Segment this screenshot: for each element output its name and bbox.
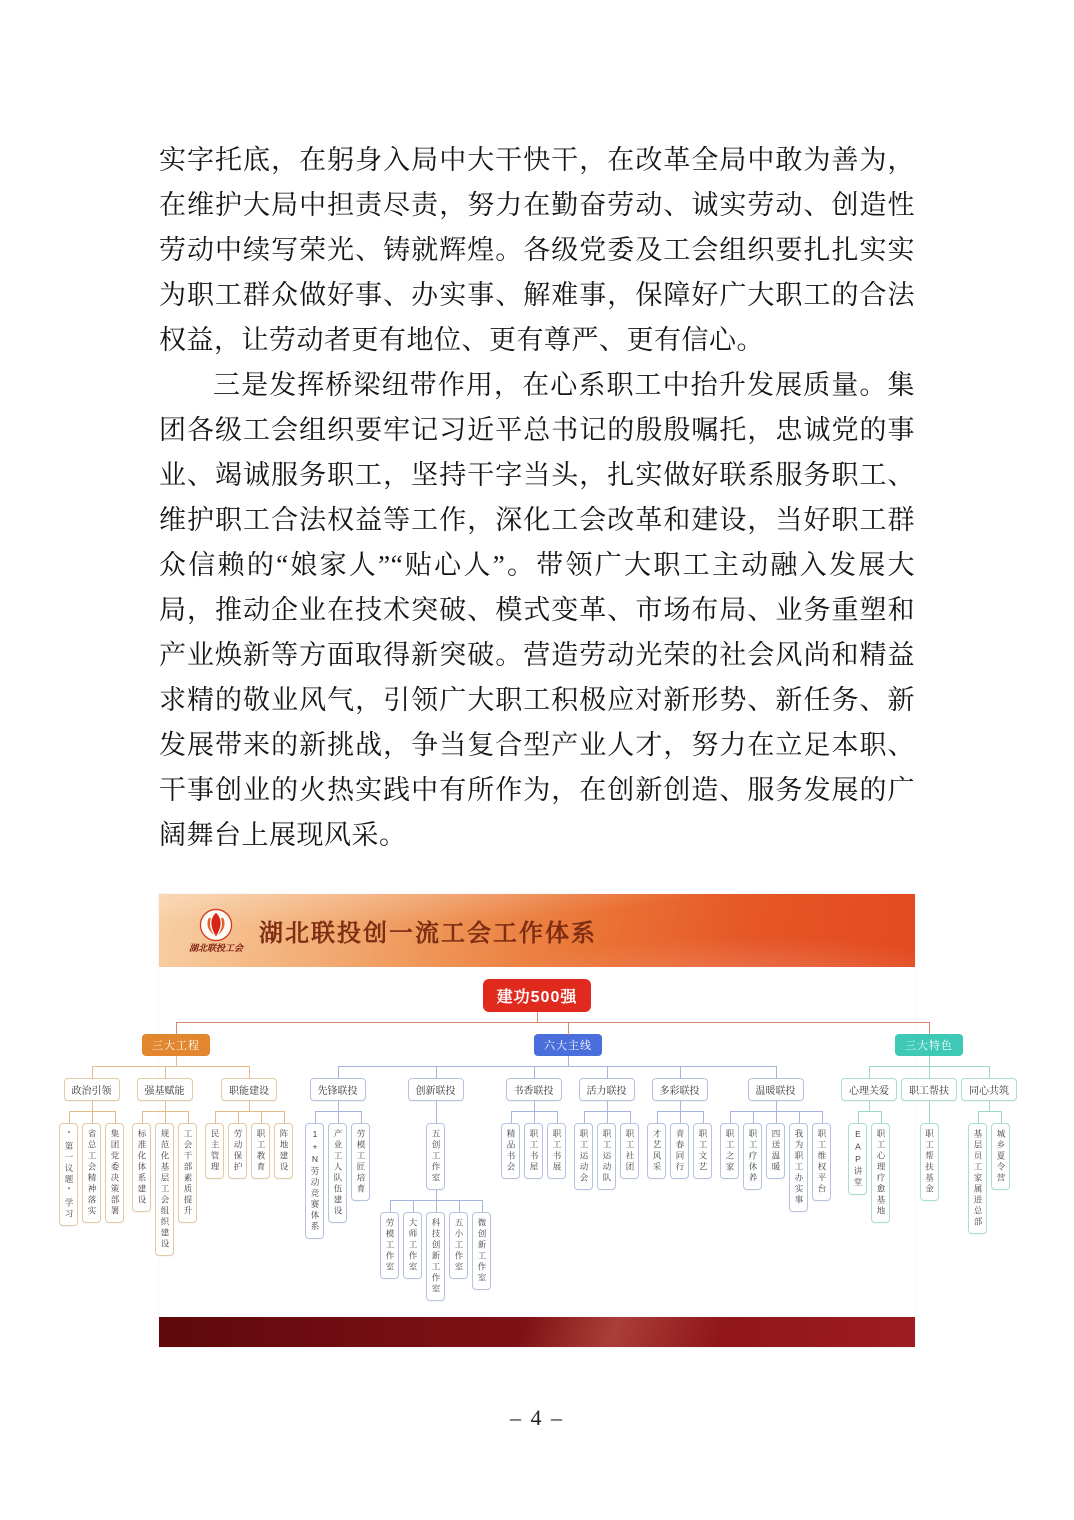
org-chart-area — [64, 967, 1009, 1317]
org-branch — [226, 1111, 249, 1179]
org-node-box: 书香联投 — [506, 1078, 562, 1101]
org-branch — [718, 1111, 741, 1179]
org-node-leaf: 五小工作室 — [449, 1212, 468, 1279]
org-node-leaf: 四送温暖 — [766, 1123, 785, 1179]
org-node-box: 多彩联投 — [652, 1078, 708, 1101]
org-branch — [716, 1066, 835, 1212]
diagram-title: 湖北联投创一流工会工作体系 — [259, 920, 598, 947]
org-node-leaf: 大师工作室 — [403, 1212, 422, 1279]
org-node-leaf: 青春同行 — [670, 1123, 689, 1179]
org-node-leaf: 规范化基层工会组织建设 — [155, 1123, 174, 1256]
org-branch — [376, 1111, 495, 1301]
org-branch — [691, 1111, 714, 1179]
paragraph-point-three: 三是发挥桥梁纽带作用，在心系职工中抬升发展质量。集团各级工会组织要牢记习近平总书记的殷殷嘱托，忠诚党的事业、竭诚服务职工，坚持干字当头，扎实做好联系服务职工、维护职工合法权益等工作，深化工会改革和建设，当好职工群众信赖的“娘家人”“贴心人”。带领广大职工主动融入发展大局，推动企业在技术突破、模式变革、市场布局、业务重塑和产业焕新等方面取得新突破。营造劳动光荣的社会风尚和精益求精的敬业风气，引领广大职工积极应对新形势、新任务、新发展带来的新挑战，争当复合型产业人才，努力在立足本职、干事创业的火热实践中有所作为，在创新创造、服务发展的广阔舞台上展现风采。 — [159, 370, 915, 850]
org-branch — [643, 1066, 716, 1179]
org-branch — [918, 1111, 941, 1201]
org-node-leaf: 劳模工作室 — [380, 1212, 399, 1279]
org-node-leaf: 民主管理 — [205, 1123, 224, 1179]
text-block — [159, 138, 915, 858]
org-branch — [787, 1111, 810, 1212]
org-node-leaf: 我为职工办实事 — [789, 1123, 808, 1212]
org-branch — [153, 1111, 176, 1256]
org-branch — [645, 1111, 668, 1179]
org-node-root: 建功500强 — [483, 979, 592, 1012]
org-node-box: 政治引领 — [64, 1078, 120, 1101]
org-node-box: 先锋联投 — [310, 1078, 366, 1101]
org-branch — [522, 1111, 545, 1179]
org-branch — [57, 1111, 80, 1226]
paragraph-continuation: 实字托底，在躬身入局中大干快干，在改革全局中敢为善为，在维护大局中担责尽责，努力在勤奋劳动、诚实劳动、创造性劳动中续写荣光、铸就辉煌。各级党委及工会组织要扎扎实实为职工群众做好事、办实事、解难事，保障好广大职工的合法权益，让劳动者更有地位、更有尊严、更有信心。 — [159, 145, 915, 355]
org-node-box: 职工帮扶 — [901, 1078, 957, 1101]
org-branch — [839, 1066, 899, 1223]
org-branch — [53, 1022, 299, 1256]
org-node-leaf: 精品书会 — [501, 1123, 520, 1179]
org-branch — [303, 1111, 326, 1239]
org-branch — [545, 1111, 568, 1179]
union-work-system-diagram — [64, 894, 1009, 1347]
org-node-box: 活力联投 — [579, 1078, 635, 1101]
union-logo — [189, 908, 243, 953]
org-branch — [989, 1111, 1012, 1190]
org-node-leaf: 职工维权平台 — [812, 1123, 831, 1201]
org-branch — [499, 1111, 522, 1179]
org-branch — [764, 1111, 787, 1179]
org-branch — [176, 1111, 199, 1223]
org-branch — [130, 1111, 153, 1212]
org-node-leaf: 职工心理疗愈基地 — [871, 1123, 890, 1223]
org-branch — [55, 1066, 128, 1226]
org-node-leaf: 省总工会精神落实 — [82, 1123, 101, 1223]
org-node-leaf: 阵地建设 — [274, 1123, 293, 1179]
org-node-leaf: 劳模工匠培育 — [351, 1123, 370, 1201]
org-node-box: 同心共筑 — [961, 1078, 1017, 1101]
org-node-badge: 三大工程 — [142, 1034, 210, 1056]
org-branch — [470, 1200, 493, 1290]
org-node-badge: 三大特色 — [895, 1034, 963, 1056]
org-branch — [374, 1066, 497, 1301]
org-tree — [64, 979, 1009, 1301]
org-node-box: 心理关爱 — [841, 1078, 897, 1101]
org-node-leaf: 职工教育 — [251, 1123, 270, 1179]
org-branch — [51, 979, 1023, 1301]
org-branch — [741, 1111, 764, 1190]
diagram-banner — [159, 894, 915, 967]
org-node-leaf: 职工书屋 — [524, 1123, 543, 1179]
org-node-leaf: 基层员工家属进总部 — [968, 1123, 987, 1234]
org-branch — [846, 1111, 869, 1195]
org-branch — [301, 1066, 374, 1239]
org-node-leaf: 集团党委决策部署 — [105, 1123, 124, 1223]
org-branch — [80, 1111, 103, 1223]
org-node-leaf: 工会干部素质提升 — [178, 1123, 197, 1223]
org-branch — [349, 1111, 372, 1201]
org-branch — [272, 1111, 295, 1179]
org-node-leaf: 科技创新工作室 — [426, 1212, 445, 1301]
org-branch — [378, 1200, 401, 1279]
org-node-leaf: 职工社团 — [620, 1123, 639, 1179]
union-logo-caption: 湖北联投工会 — [189, 943, 244, 953]
org-node-leaf: 城乡夏令营 — [991, 1123, 1010, 1190]
org-node-box: 温暖联投 — [748, 1078, 804, 1101]
org-branch — [401, 1200, 424, 1279]
org-node-leaf: “第一议题”学习 — [59, 1123, 78, 1226]
org-branch — [424, 1200, 447, 1301]
org-branch — [668, 1111, 691, 1179]
org-branch — [497, 1066, 570, 1179]
org-branch — [837, 1022, 1021, 1234]
org-branch — [299, 1022, 837, 1301]
org-node-leaf: 1+N劳动竞赛体系 — [305, 1123, 324, 1239]
org-node-leaf: 职工帮扶基金 — [920, 1123, 939, 1201]
org-node-leaf: 职工书展 — [547, 1123, 566, 1179]
union-emblem-icon — [199, 908, 233, 942]
org-branch — [595, 1111, 618, 1190]
org-node-leaf: 微创新工作室 — [472, 1212, 491, 1290]
org-branch — [618, 1111, 641, 1179]
org-node-box: 职能建设 — [221, 1078, 277, 1101]
org-node-leaf: 才艺风采 — [647, 1123, 666, 1179]
org-branch — [869, 1111, 892, 1223]
org-node-leaf: 产业工人队伍建设 — [328, 1123, 347, 1223]
org-node-leaf: 职工文艺 — [693, 1123, 712, 1179]
org-branch — [201, 1066, 297, 1179]
org-branch — [128, 1066, 201, 1256]
org-branch — [249, 1111, 272, 1179]
org-node-leaf: 五创工作室 — [426, 1123, 445, 1190]
org-node-leaf: 职工疗休养 — [743, 1123, 762, 1190]
document-page — [64, 138, 1009, 1347]
org-node-leaf: EAP讲堂 — [848, 1123, 867, 1195]
org-node-leaf: 职工运动队 — [597, 1123, 616, 1190]
org-node-leaf: 劳动保护 — [228, 1123, 247, 1179]
org-branch — [326, 1111, 349, 1223]
org-node-leaf: 职工运动会 — [574, 1123, 593, 1190]
org-branch — [959, 1066, 1019, 1234]
org-branch — [810, 1111, 833, 1201]
page-number: – 4 – — [510, 1405, 564, 1430]
org-branch — [103, 1111, 126, 1223]
org-node-leaf: 标准化体系建设 — [132, 1123, 151, 1212]
org-branch — [447, 1200, 470, 1279]
org-branch — [570, 1066, 643, 1190]
org-branch — [899, 1066, 959, 1201]
org-node-box: 创新联投 — [408, 1078, 464, 1101]
org-branch — [203, 1111, 226, 1179]
org-node-leaf: 职工之家 — [720, 1123, 739, 1179]
org-node-box: 强基赋能 — [137, 1078, 193, 1101]
org-branch — [572, 1111, 595, 1190]
diagram-footer-strip — [159, 1317, 915, 1347]
org-node-badge: 六大主线 — [534, 1034, 602, 1056]
org-branch — [966, 1111, 989, 1234]
